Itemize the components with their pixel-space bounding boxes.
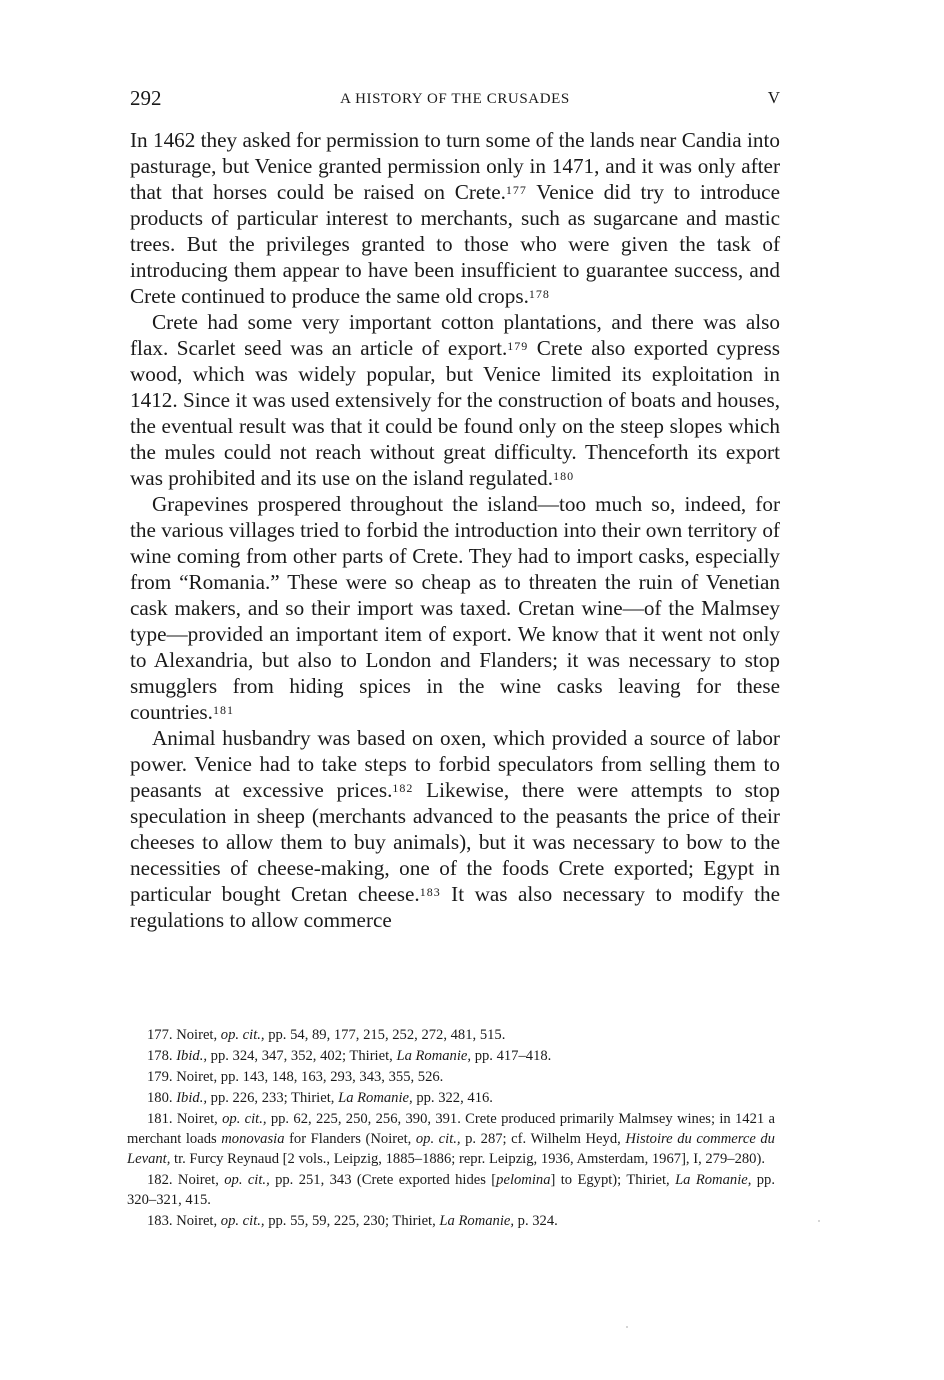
footnote-italic: monovasia — [221, 1131, 285, 1147]
footnote-183 — [127, 1211, 775, 1231]
footnote-text: pp. 324, 347, 352, 402; Thiriet, — [207, 1048, 397, 1064]
footnote-italic: op. cit., — [415, 1131, 461, 1147]
footnote-text: p. 287; cf. Wilhelm Heyd, — [460, 1131, 626, 1147]
running-title: A HISTORY OF THE CRUSADES — [340, 91, 570, 107]
paragraph-text: Likewise, there were attempts to stop speculation in sheep (merchants advanced to the peasants the price of their cheeses to allow them to buy animals), but it was necessary to bow to the necessities of cheese-making, one of the foods Crete exported; Egypt in particular bought Cretan cheese. — [130, 778, 780, 906]
footnote-italic: op. cit., — [224, 1172, 270, 1188]
footnote-italic: La Romanie, — [338, 1090, 413, 1106]
paragraph-3 — [130, 491, 780, 725]
footnote-text: pp. 417–418. — [471, 1048, 552, 1064]
footnote-ref-178: 178 — [528, 287, 550, 301]
footnote-ref-177: 177 — [505, 183, 527, 197]
footnote-text: 179. Noiret, pp. 143, 148, 163, 293, 343, 355, 526. — [147, 1069, 444, 1085]
footnote-italic: Ibid., — [176, 1090, 207, 1106]
paragraph-text: Animal husbandry was based on oxen, which provided a source of labor power. Venice had to take steps to forbid speculators from selling them to peasants at excessive prices. — [130, 726, 780, 802]
running-header — [130, 84, 780, 112]
paragraph-2 — [130, 309, 780, 491]
footnote-text: 181. Noiret, — [147, 1111, 223, 1127]
footnote-180 — [127, 1088, 775, 1108]
footnote-181 — [127, 1109, 775, 1169]
footnote-text: pp. 62, 225, 250, 256, 390, 391. Crete produced primarily Malmsey wines; in 1421 a merchant loads — [127, 1111, 775, 1147]
footnote-text: pp. 54, 89, 177, 215, 252, 272, 481, 515. — [264, 1027, 506, 1043]
footnote-text: 178. — [147, 1048, 177, 1064]
footnote-ref-181: 181 — [212, 703, 234, 717]
footnote-ref-179: 179 — [507, 339, 529, 353]
paragraph-text: Crete also exported cypress wood, which was widely popular, but Venice limited its exploitation in 1412. Since it was used extensively for the construction of boats and houses, the eventual result was that it could be found only on the steep slopes which the mules could not reach without great difficulty. Thenceforth its export was prohibited and its use on the island regulated. — [130, 336, 780, 490]
footnote-italic: Ibid., — [176, 1048, 207, 1064]
footnote-text: ] to Egypt); Thiriet, — [550, 1172, 676, 1188]
paragraph-4 — [130, 725, 780, 933]
footnote-text: for Flanders (Noiret, — [284, 1131, 416, 1147]
scan-speck — [626, 1326, 628, 1328]
footnote-italic: La Romanie, — [396, 1048, 472, 1064]
footnote-182 — [127, 1170, 775, 1210]
footnote-italic: op. cit., — [220, 1027, 265, 1043]
footnote-italic: La Romanie, — [675, 1172, 752, 1188]
footnote-text: 183. Noiret, — [147, 1213, 221, 1229]
footnote-ref-183: 183 — [419, 885, 441, 899]
footnote-text: pp. 251, 343 (Crete exported hides [ — [269, 1172, 497, 1188]
paragraph-1 — [130, 127, 780, 309]
footnote-italic: pelomina — [496, 1172, 551, 1188]
footnote-ref-182: 182 — [392, 781, 414, 795]
paragraph-text: Grapevines prospered throughout the island—too much so, indeed, for the various villages tried to forbid the introduction into their own territory of wine coming from other parts of Crete. They had to import casks, especially from “Romania.” These were so cheap as to threaten the ruin of Venetian cask makers, and so their import was taxed. Cretan wine—of the Malmsey type—provided an important item of export. We know that it went not only to Alexandria, but also to London and Flanders; it was necessary to stop smugglers from hiding spices in the wine casks leaving for these countries. — [130, 492, 780, 724]
footnote-177 — [127, 1025, 775, 1045]
footnote-text: pp. 55, 59, 225, 230; Thiriet, — [264, 1213, 440, 1229]
footnote-text: p. 324. — [514, 1213, 558, 1229]
footnote-text: 182. Noiret, — [147, 1172, 225, 1188]
footnote-179 — [127, 1067, 775, 1087]
footnote-italic: Histoire du commerce du Levant, — [127, 1131, 775, 1167]
footnote-text: pp. 320–321, 415. — [127, 1172, 775, 1208]
footnotes — [127, 1025, 775, 1232]
paragraph-text: Crete had some very important cotton plantations, and there was also flax. Scarlet seed was an article of export. — [130, 310, 780, 360]
footnote-text: 177. Noiret, — [147, 1027, 221, 1043]
paragraph-text: It was also necessary to modify the regulations to allow commerce — [130, 882, 780, 932]
footnote-text: tr. Furcy Reynaud [2 vols., Leipzig, 1885–1886; repr. Leipzig, 1936, Amsterdam, 1967], I, 279–280). — [170, 1151, 765, 1167]
body-text — [130, 127, 780, 933]
footnote-italic: La Romanie, — [439, 1213, 515, 1229]
footnote-italic: op. cit., — [220, 1213, 265, 1229]
page-number: 292 — [130, 86, 162, 110]
footnote-text: pp. 226, 233; Thiriet, — [207, 1090, 339, 1106]
footnote-ref-180: 180 — [553, 469, 575, 483]
footnote-text: 180. — [147, 1090, 177, 1106]
footnote-italic: op. cit., — [222, 1111, 267, 1127]
scan-speck — [818, 1220, 820, 1222]
footnote-178 — [127, 1046, 775, 1066]
volume-number: V — [767, 88, 780, 107]
paragraph-text: Venice did try to introduce products of particular interest to merchants, such as sugarcane and mastic trees. But the privileges granted to those who were given the task of introducing them appear to have been insufficient to guarantee success, and Crete continued to produce the same old crops. — [130, 180, 780, 308]
footnote-text: pp. 322, 416. — [412, 1090, 493, 1106]
paragraph-text: In 1462 they asked for permission to turn some of the lands near Candia into pasturage, but Venice granted permission only in 1471, and it was only after that that horses could be raised on Crete. — [130, 128, 780, 204]
